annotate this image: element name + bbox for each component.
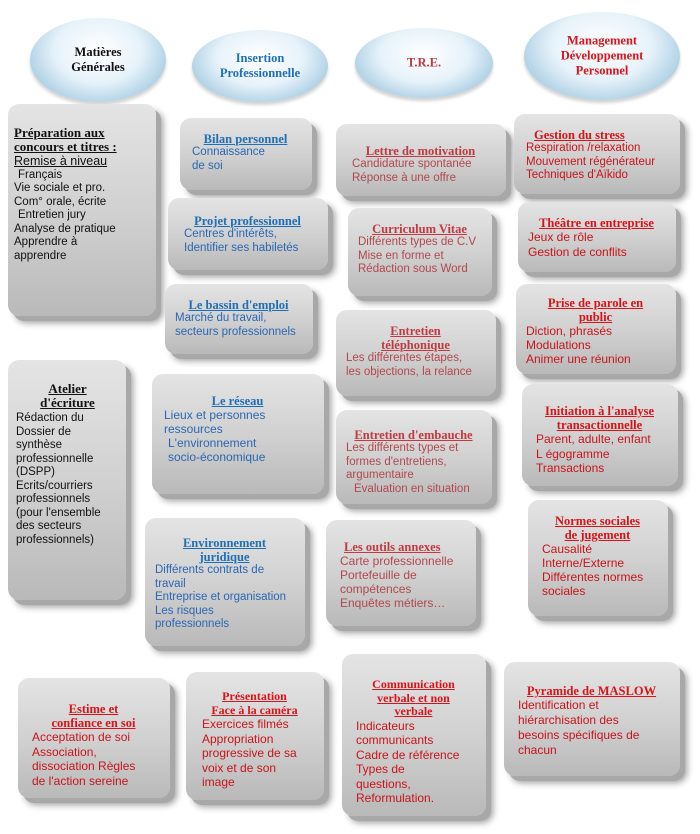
box-title: Initiation à l'analyse transactionnelle <box>544 404 655 432</box>
header-label: T.R.E. <box>406 55 442 70</box>
header-management-developpement-personnel <box>524 12 680 100</box>
box-title: Entretien téléphonique <box>381 324 450 352</box>
box-line: Jeux de rôle <box>528 230 594 244</box>
box-title: Atelier d'écriture <box>40 381 95 410</box>
header-matieres-generales <box>30 18 166 102</box>
box-line: Respiration /relaxation <box>526 142 641 154</box>
header-label: Management Développement Personnel <box>560 33 644 78</box>
box-line: Techniques d'Aïkido <box>526 169 628 181</box>
box-line: Analyse de pratique <box>14 222 116 235</box>
box-line: Identification et hiérarchisation des besoins spécifiques de chacun <box>518 698 640 757</box>
box-title: Préparation aux concours et titres : <box>14 125 117 154</box>
box-le-reseau <box>152 374 324 494</box>
header-insertion-professionnelle <box>192 30 328 102</box>
box-line: Ecrits/courriers professionnels (pour l'ensemble des secteurs professionnels) <box>16 479 101 546</box>
box-presentation-camera <box>186 672 324 800</box>
box-bassin-emploi <box>165 284 313 354</box>
box-line: Différents contrats de travail <box>155 564 265 590</box>
box-line: Enquêtes métiers… <box>340 596 446 610</box>
box-projet-professionnel <box>168 198 328 270</box>
box-line: Les différents types et formes d'entretiens, argumentaire <box>346 442 459 481</box>
box-line: Diction, phrasés <box>526 324 613 338</box>
box-line: Causalité <box>542 542 593 556</box>
box-estime-confiance <box>18 678 170 798</box>
box-line: Différentes normes sociales <box>542 570 644 598</box>
box-normes-sociales <box>528 500 668 616</box>
box-line: Reformulation. <box>356 791 435 805</box>
box-line: Candidature spontanée <box>352 158 472 170</box>
box-line: Les risques professionnels <box>155 604 230 630</box>
header-label: Matières Générales <box>71 45 125 74</box>
box-curriculum-vitae <box>348 208 492 296</box>
box-line: Cadre de référence <box>356 747 460 762</box>
box-entretien-embauche <box>336 410 492 504</box>
box-theatre-entreprise <box>518 202 676 272</box>
box-title: Curriculum Vitae <box>372 222 467 236</box>
box-title: Entretien d'embauche <box>354 428 473 442</box>
box-line: Modulations <box>526 338 591 352</box>
box-prise-parole <box>516 284 676 374</box>
box-title: Présentation Face à la caméra <box>211 689 298 717</box>
box-title: Gestion du stress <box>534 128 625 142</box>
box-line: Types de questions, <box>356 762 411 791</box>
box-line: Transactions <box>536 461 605 475</box>
box-line: Entretien jury <box>18 209 86 221</box>
box-line: Centres d'intérêts, Identifier ses habiletés <box>184 228 299 254</box>
box-line: Différents types de C.V <box>358 236 477 248</box>
box-entretien-telephonique <box>336 310 496 396</box>
header-label: Insertion Professionnelle <box>219 51 301 80</box>
box-communication-verbale <box>342 654 486 816</box>
box-line: Entreprise et organisation <box>155 591 287 603</box>
box-preparation-concours <box>8 104 156 316</box>
box-title: Lettre de motivation <box>365 144 476 158</box>
box-line: Carte professionnelle <box>340 554 454 568</box>
box-bilan-personnel <box>180 118 312 190</box>
box-title: Estime et confiance en soi <box>51 702 136 730</box>
box-atelier-ecriture <box>8 360 126 600</box>
box-line: Marché du travail, secteurs professionnels <box>175 312 296 338</box>
box-line: Français <box>18 168 63 181</box>
box-line: Exercices filmés <box>202 717 289 731</box>
box-gestion-stress <box>514 114 680 194</box>
header-tre <box>355 28 493 98</box>
box-title: Communication verbale et non verbale <box>372 677 455 718</box>
box-line: Mise en forme et Rédaction sous Word <box>358 249 468 275</box>
box-line: Evaluation en situation <box>354 482 470 495</box>
box-title: Prise de parole en public <box>547 296 644 324</box>
box-title: Projet professionnel <box>194 214 301 228</box>
box-line: Apprendre à apprendre <box>14 236 78 262</box>
box-line: Connaissance de soi <box>192 146 265 172</box>
box-line: Les différentes étapes, les objections, la relance <box>346 352 472 378</box>
box-line: Acceptation de soi <box>32 730 131 744</box>
box-line: L égogramme <box>536 446 610 461</box>
box-pyramide-maslow <box>504 662 680 776</box>
box-line: Réponse à une offre <box>352 171 457 184</box>
box-line: Animer une réunion <box>526 352 631 366</box>
box-line: Parent, adulte, enfant <box>536 432 651 446</box>
box-title: Le bassin d'emploi <box>188 298 289 312</box>
box-line: Remise à niveau <box>14 154 108 168</box>
box-line: Vie sociale et pro. <box>14 182 106 194</box>
box-title: Théâtre en entreprise <box>539 216 654 230</box>
box-line: Interne/Externe <box>542 556 625 570</box>
box-line: Mouvement régénérateur <box>526 155 656 168</box>
box-lettre-motivation <box>336 124 506 196</box>
box-title: Environnement juridique <box>182 536 267 564</box>
box-line: Com° orale, écrite <box>14 195 107 208</box>
box-title: Normes sociales de jugement <box>554 514 641 542</box>
box-line: Appropriation progressive de sa voix et de son image <box>202 731 297 789</box>
box-line: Association, dissociation Règles de l'action sereine <box>32 744 136 788</box>
box-title: Pyramide de MASLOW <box>526 684 657 698</box>
box-line: Portefeuille de compétences <box>340 568 417 596</box>
box-analyse-transactionnelle <box>522 384 678 486</box>
box-title: Bilan personnel <box>203 132 288 146</box>
box-title: Les outils annexes <box>344 540 441 554</box>
box-line: Indicateurs communicants <box>356 718 434 747</box>
box-line: Rédaction du Dossier de synthèse professionnelle (DSPP) <box>16 412 94 478</box>
box-outils-annexes <box>326 520 476 626</box>
box-line: Lieux et personnes ressources <box>164 408 266 436</box>
box-line: L'environnement socio-économique <box>168 436 266 464</box>
box-environnement-juridique <box>145 518 305 646</box>
box-line: Gestion de conflits <box>528 245 627 259</box>
box-title: Le réseau <box>211 394 264 408</box>
